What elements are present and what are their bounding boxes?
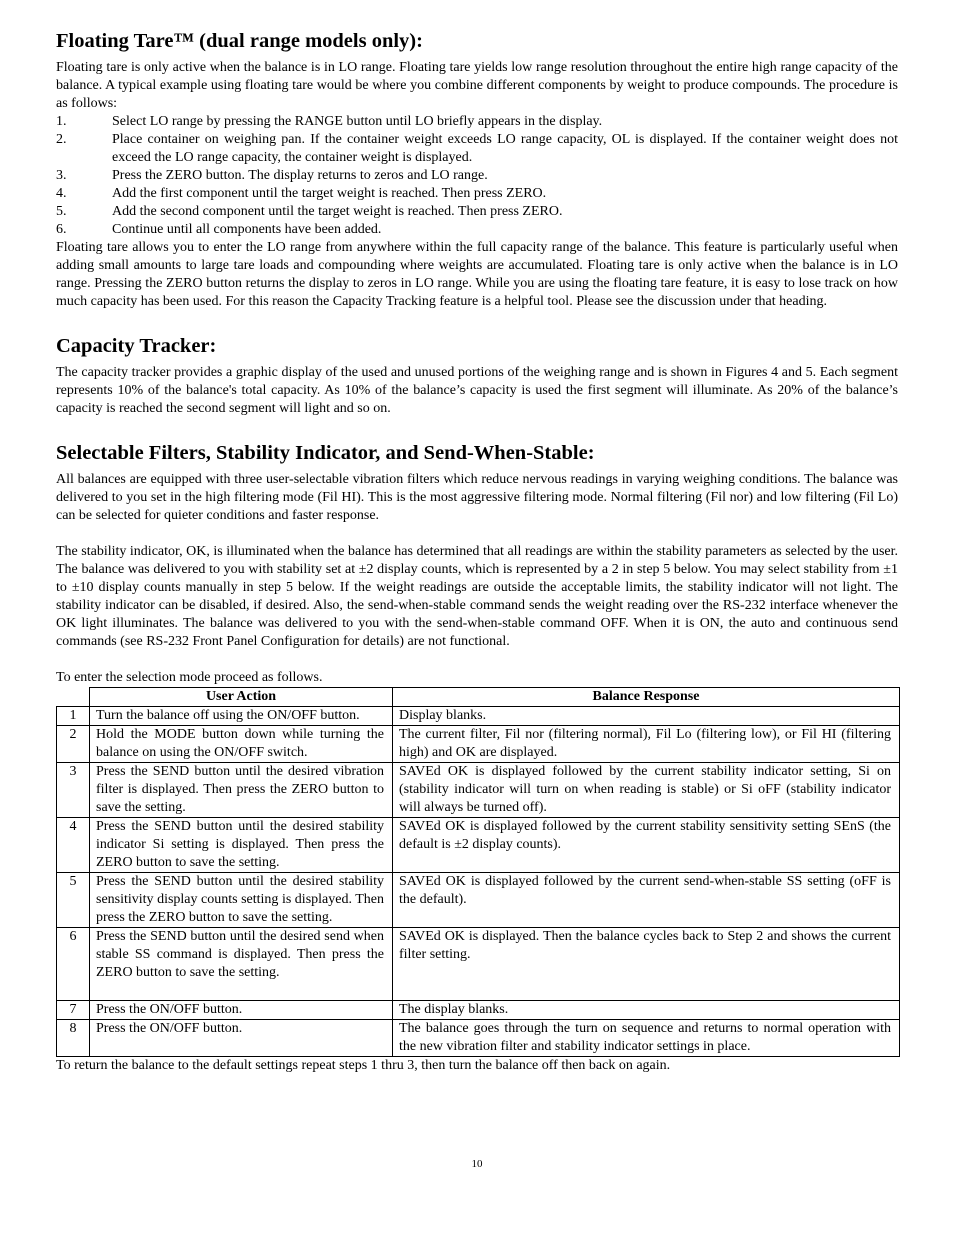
list-item: 1. Select LO range by pressing the RANGE button until LO briefly appears in the display. — [56, 114, 603, 129]
balance-response: The current filter, Fil nor (filtering normal), Fil Lo (filtering low), or Fil HI (filtering high) and OK are displayed. — [393, 726, 900, 763]
table-row — [57, 726, 900, 763]
list-item: 3. Press the ZERO button. The display returns to zeros and LO range. — [56, 168, 488, 183]
table-header-response: Balance Response — [393, 688, 900, 707]
user-action: Press the ON/OFF button. — [90, 1001, 393, 1020]
balance-response: SAVEd OK is displayed followed by the current stability sensitivity setting SEnS (the default is ±2 display counts). — [393, 818, 900, 873]
balance-response: Display blanks. — [393, 707, 900, 726]
user-action: Turn the balance off using the ON/OFF button. — [90, 707, 393, 726]
capacity-tracker-body: The capacity tracker provides a graphic display of the used and unused portions of the weighing range and is shown in Figures 4 and 5. Each segment represents 10% of the balance's total capacity. As 10% of the balance’s capacity is used the first segment will illuminate. As 20% of the balance’s capacity is reached the second segment will light and so on. — [56, 365, 898, 416]
balance-response: The display blanks. — [393, 1001, 900, 1020]
list-item: 2. Place container on weighing pan. If the container weight exceeds LO range capacity, OL is displayed. If the container weight does not exceed the LO range capacity, the container weight is displayed. — [56, 132, 898, 165]
table-outro: To return the balance to the default settings repeat steps 1 thru 3, then turn the balance off then back on again. — [56, 1058, 671, 1073]
user-action: Hold the MODE button down while turning the balance on using the ON/OFF switch. — [90, 726, 393, 763]
step-number: 3 — [57, 763, 90, 818]
table-row — [57, 1001, 900, 1020]
floating-tare-heading: Floating Tare™ (dual range models only): — [56, 30, 423, 52]
table-row — [57, 707, 900, 726]
page-number: 10 — [471, 1158, 483, 1170]
balance-response: SAVEd OK is displayed followed by the current stability indicator setting, Si on (stability indicator will turn on when reading is stable) or Si oFF (stability indicator will always be turned off). — [393, 763, 900, 818]
list-item: 4. Add the first component until the target weight is reached. Then press ZERO. — [56, 186, 547, 201]
step-number: 5 — [57, 873, 90, 928]
user-action: Press the SEND button until the desired stability sensitivity display counts setting is displayed. Then press the ZERO button to save the setting. — [90, 873, 393, 928]
list-item: 5. Add the second component until the target weight is reached. Then press ZERO. — [56, 204, 563, 219]
table-row — [57, 928, 900, 1001]
filters-heading: Selectable Filters, Stability Indicator, and Send-When-Stable: — [56, 442, 595, 464]
floating-tare-after: Floating tare allows you to enter the LO range from anywhere within the full capacity range of the balance. This feature is particularly useful when adding small amounts to large tare loads and compounding where weights are accumulated. Floating tare is only active when the balance is in LO range. Pressing the ZERO button returns the display to zeros in LO range. While you are using the floating tare feature, it is easy to lose track on how much capacity has been used. For this reason the Capacity Tracking feature is a helpful tool. Please see the discussion under that heading. — [56, 240, 898, 309]
table-row — [57, 1020, 900, 1057]
user-action: Press the SEND button until the desired vibration filter is displayed. Then press the ZERO button to save the setting. — [90, 763, 393, 818]
step-number: 4 — [57, 818, 90, 873]
floating-tare-intro: Floating tare is only active when the balance is in LO range. Floating tare yields low range resolution throughout the entire high range capacity of the balance. A typical example using floating tare would be where you combine different components by weight to produce compounds. The procedure is as follows: — [56, 60, 898, 111]
list-item: 6. Continue until all components have been added. — [56, 222, 382, 237]
table-intro: To enter the selection mode proceed as follows. — [56, 670, 323, 685]
table-row — [57, 818, 900, 873]
table-row — [57, 873, 900, 928]
table-header-blank — [57, 688, 90, 707]
user-action: Press the SEND button until the desired send when stable SS command is displayed. Then press the ZERO button to save the setting. — [90, 928, 393, 1001]
selection-mode-table — [56, 687, 900, 1057]
step-number: 1 — [57, 707, 90, 726]
table-header-action: User Action — [90, 688, 393, 707]
filters-para-1: All balances are equipped with three user-selectable vibration filters which reduce nervous readings in varying weighing conditions. The balance was delivered to you set in the high filtering mode (Fil HI). This is the most aggressive filtering mode. Normal filtering (Fil nor) and low filtering (Fil Lo) can be selected for quieter conditions and faster response. — [56, 472, 898, 523]
step-number: 2 — [57, 726, 90, 763]
step-number: 8 — [57, 1020, 90, 1057]
capacity-tracker-heading: Capacity Tracker: — [56, 335, 217, 357]
user-action: Press the ON/OFF button. — [90, 1020, 393, 1057]
step-number: 6 — [57, 928, 90, 1001]
filters-para-2: The stability indicator, OK, is illuminated when the balance has determined that all readings are within the stability parameters as selected by the user. The balance was delivered to you with stability set at ±2 display counts, which is represented by a 2 in step 5 below. You may select stability from ±1 to ±10 display counts manually in step 5 below. If the weight readings are outside the acceptable limits, the stability indicator will not light. The stability indicator can be disabled, if desired. Also, the send-when-stable command sends the weight reading over the RS-232 interface whenever the OK light illuminates. The balance was delivered to you with the send-when-stable command OFF. When it is ON, the auto and continuous send commands (see RS-232 Front Panel Configuration for details) are not functional. — [56, 544, 898, 649]
user-action: Press the SEND button until the desired stability indicator Si setting is displayed. Then press the ZERO button to save the setting. — [90, 818, 393, 873]
balance-response: The balance goes through the turn on sequence and returns to normal operation with the new vibration filter and stability indicator settings in place. — [393, 1020, 900, 1057]
balance-response: SAVEd OK is displayed. Then the balance cycles back to Step 2 and shows the current filter setting. — [393, 928, 900, 1001]
balance-response: SAVEd OK is displayed followed by the current send-when-stable SS setting (oFF is the default). — [393, 873, 900, 928]
step-number: 7 — [57, 1001, 90, 1020]
floating-tare-steps — [56, 113, 898, 239]
table-header-row — [57, 688, 900, 707]
page-content — [56, 28, 898, 1075]
table-row — [57, 763, 900, 818]
